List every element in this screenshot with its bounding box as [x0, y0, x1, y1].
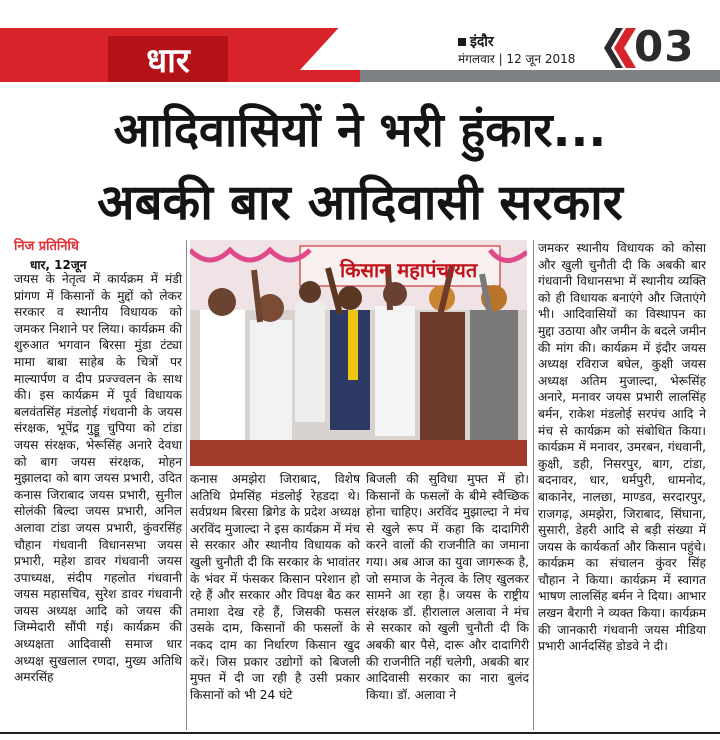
- byline: निज प्रतिनिधि: [14, 239, 79, 254]
- article-column-1: जयस के नेतृत्व में कार्यक्रम में मंडी प्रांगण में किसानों के मुद्दों को लेकर सरकार व स्थानीय विधायक को जमकर निशाने पर लिया। कार्यक्रम की शुरुआत भगवान बिरसा मुंडा टंट्या मामा बाबा साहेब के चित्रों पर माल्यार्पण व दीप प्रज्ज्वलन के साथ की। इस कार्यक्रम में पूर्व विधायक बलवंतसिंह मंडलोई गंधवानी के जयस संरक्षक, भूपेंद्र गुड्डू चुपिया को टांडा जयस संरक्षक, भेरूसिंह अनारे देवधा को बाग जयस संरक्षक, मोहन मुझालदा को बाग जयस प्रभारी, उदित कनास जिराबाद जयस प्रभारी, सुनील सोलंकी बिल्दा जयस प्रभारी, अनिल अलावा टांडा जयस प्रभारी, कुंवरसिंह चौहान गंधवानी विधानसभा जयस प्रभारी, महेश डावर गंधवानी जयस उपाध्यक्ष, संदीप गहलोत गंधवानी जयस महासचिव, सुरेश डावर गंधवानी जयस अध्यक्ष आदि को जयस की जिम्मेदारी सौंपी गई। कार्यक्रम की अध्यक्षता आदिवासी समाज धार अध्यक्ष सुखलाल रणदा, मुख्य अतिथि अमरसिंह: [14, 272, 182, 685]
- headline-line-2: अबकी बार आदिवासी सरकार: [97, 174, 623, 231]
- edition-date: मंगलवार | 12 जून 2018: [458, 52, 576, 66]
- page-number: 03: [634, 22, 695, 71]
- article-column-2: कनास अमझेरा जिराबाद, विशेष अतिथि प्रेमसिंह मंडलोई रेहडदा थे। सर्वप्रथम बिरसा ब्रिगेड के प्रदेश अध्यक्ष अरविंद मुजाल्दा ने इस कार्यक्रम में मंच से सरकार और स्थानीय विधायक को खुली चुनौती दी कि सरकार के भावांतर के भंवर में फंसकर किसान परेशान हो रहे हैं और सरकार और विपक्ष बैठ कर तमाशा देख रहे हैं, जिसकी फसल उसके दाम, किसानों की फसलों के नकद दाम का निर्धारण किसान खुद करें। जिस प्रकार उद्योगों को बिजली मुफ्त में दी जा रही है उसी प्रकार किसानों को भी 24 घंटे: [190, 472, 360, 702]
- square-bullet-icon: [458, 38, 466, 46]
- city-text: इंदौर: [470, 34, 494, 50]
- article-photo: [190, 240, 527, 466]
- bottom-rule: [0, 732, 720, 734]
- edition-city: [458, 32, 494, 51]
- section-label: [108, 36, 228, 82]
- headline-line-1: आदिवासियों ने भरी हुंकार...: [113, 103, 607, 158]
- header-gray-strip: [360, 70, 720, 82]
- section-title: धार: [146, 41, 190, 81]
- article-column-3: बिजली की सुविधा मुफ्त में हो। किसानों के फसलों के बीमे स्वैच्छिक होना चाहिए। अरविंद मुझाल्दा ने मंच से खुले रूप में कहा कि दादागिरी करने वालों की राजनीति का जमाना गया। अब आज का युवा जागरूक है, जो समाज के नेतृत्व के लिए खुलकर सामने आ रहा है। जयस के राष्ट्रीय संरक्षक डॉ. हीरालाल अलावा ने मंच से सरकार को खुली चुनौती दी कि अबकी बार पैसे, दारू और दादागिरी की राजनीति नहीं चलेगी, अबकी बार आदिवासी सरकार का नारा बुलंद किया। डॉ. अलावा ने: [366, 472, 529, 702]
- column-rule: [533, 240, 534, 730]
- photo-banner-text: किसान महापंचायत: [340, 258, 478, 282]
- dateline: धार, 12जून: [30, 258, 87, 272]
- article-column-4: जमकर स्थानीय विधायक को कोसा और खुली चुनौती दी कि अबकी बार गंधवानी विधानसभा में स्थानीय व्यक्ति को ही विधायक बनाएंगे और जिताएंगे भी। आदिवासियों का विस्थापन का मुद्दा उठाया और जमीन के बदले जमीन की मांग की। कार्यक्रम में इंदौर जयस अध्यक्ष रविराज बघेल, कुक्षी जयस अध्यक्ष अतिम मुजाल्दा, भेरूसिंह अनारे, मनावर जयस प्रभारी लालसिंह बर्मन, राकेश मंडलोई सरपंच आदि ने मंच से कार्यक्रम को संबोधित किया। कार्यक्रम में मनावर, उमरबन, गंधवानी, कुक्षी, डही, निसरपुर, बाग, टांडा, बदनावर, धार, धर्मपुरी, धामनोद, बाकानेर, नालछा, माण्डव, सरदारपुर, राजगढ़, अमझेरा, जिराबाद, सिंघाना, सुसारी, डेहरी आदि से बड़ी संख्या में जयस के कार्यकर्ता और किसान पहुंचे। कार्यक्रम का संचालन कुंवर सिंह चौहान ने किया। कार्यक्रम में स्वागत भाषण लालसिंह बर्मन ने दिया। आभार लखन बैरागी ने व्यक्त किया। कार्यक्रम की जानकारी गंधवानी जयस मीडिया प्रभारी आर्नदसिंह डोडवे ने दी।: [538, 241, 706, 654]
- column-rule: [186, 240, 187, 730]
- page-header: [0, 22, 720, 82]
